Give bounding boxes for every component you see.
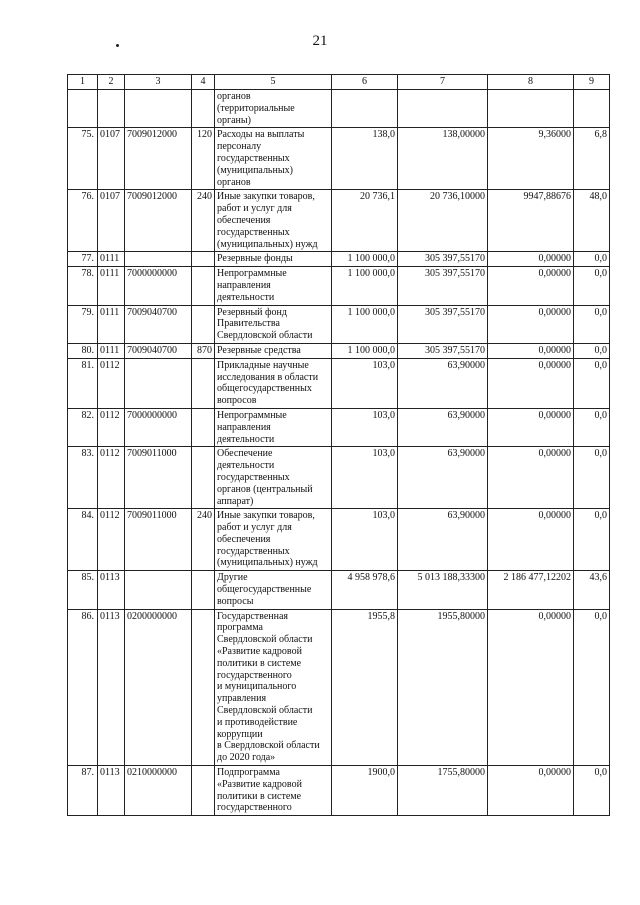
table-row [68, 408, 610, 446]
expense-type-cell: 240 [192, 190, 215, 252]
header-cell: 3 [125, 75, 192, 90]
row-number-cell: 78. [68, 267, 98, 305]
planned-amount-cell: 1900,0 [332, 766, 398, 816]
planned-amount-cell: 20 736,1 [332, 190, 398, 252]
percent-cell [574, 90, 610, 128]
target-article-cell [125, 358, 192, 408]
percent-cell: 6,8 [574, 128, 610, 190]
target-article-cell: 0200000000 [125, 609, 192, 765]
approved-amount-cell: 305 397,55170 [398, 252, 488, 267]
row-number-cell: 77. [68, 252, 98, 267]
table-body [68, 90, 610, 816]
executed-amount-cell: 0,00000 [488, 267, 574, 305]
percent-cell: 0,0 [574, 358, 610, 408]
executed-amount-cell: 0,00000 [488, 447, 574, 509]
name-cell: Государственная программа Свердловской области «Развитие кадровой политики в системе государственного и муниципального управления Свердловской области и противодействие коррупции в Свердловской области до 2020 года» [215, 609, 332, 765]
table-row [68, 90, 610, 128]
planned-amount-cell: 1 100 000,0 [332, 252, 398, 267]
executed-amount-cell: 0,00000 [488, 408, 574, 446]
approved-amount-cell [398, 90, 488, 128]
percent-cell: 0,0 [574, 408, 610, 446]
target-article-cell: 7009011000 [125, 447, 192, 509]
percent-cell: 48,0 [574, 190, 610, 252]
name-cell: Резервный фонд Правительства Свердловской области [215, 305, 332, 343]
section-code-cell: 0111 [98, 267, 125, 305]
expense-type-cell: 870 [192, 343, 215, 358]
name-cell: Обеспечение деятельности государственных органов (центральный аппарат) [215, 447, 332, 509]
approved-amount-cell: 63,90000 [398, 447, 488, 509]
expense-type-cell [192, 571, 215, 609]
executed-amount-cell [488, 90, 574, 128]
executed-amount-cell: 0,00000 [488, 305, 574, 343]
section-code-cell: 0112 [98, 358, 125, 408]
row-number-cell: 86. [68, 609, 98, 765]
planned-amount-cell: 1955,8 [332, 609, 398, 765]
approved-amount-cell: 138,00000 [398, 128, 488, 190]
percent-cell: 0,0 [574, 252, 610, 267]
approved-amount-cell: 5 013 188,33300 [398, 571, 488, 609]
header-cell: 1 [68, 75, 98, 90]
row-number-cell: 79. [68, 305, 98, 343]
table-row [68, 190, 610, 252]
expense-type-cell [192, 766, 215, 816]
expense-type-cell [192, 609, 215, 765]
executed-amount-cell: 0,00000 [488, 609, 574, 765]
percent-cell: 0,0 [574, 343, 610, 358]
section-code-cell [98, 90, 125, 128]
expense-type-cell [192, 408, 215, 446]
section-code-cell: 0112 [98, 509, 125, 571]
approved-amount-cell: 63,90000 [398, 509, 488, 571]
budget-table [67, 74, 610, 816]
target-article-cell: 7009011000 [125, 509, 192, 571]
approved-amount-cell: 63,90000 [398, 408, 488, 446]
section-code-cell: 0113 [98, 609, 125, 765]
section-code-cell: 0112 [98, 408, 125, 446]
header-cell: 8 [488, 75, 574, 90]
scan-speck [116, 44, 119, 47]
executed-amount-cell: 9947,88676 [488, 190, 574, 252]
table-row [68, 305, 610, 343]
expense-type-cell [192, 305, 215, 343]
approved-amount-cell: 305 397,55170 [398, 305, 488, 343]
planned-amount-cell: 4 958 978,6 [332, 571, 398, 609]
target-article-cell: 7000000000 [125, 267, 192, 305]
name-cell: Расходы на выплаты персоналу государственных (муниципальных) органов [215, 128, 332, 190]
percent-cell: 0,0 [574, 267, 610, 305]
percent-cell: 0,0 [574, 766, 610, 816]
planned-amount-cell: 103,0 [332, 358, 398, 408]
table-row [68, 571, 610, 609]
row-number-cell: 82. [68, 408, 98, 446]
header-row [68, 75, 610, 90]
planned-amount-cell: 138,0 [332, 128, 398, 190]
percent-cell: 0,0 [574, 509, 610, 571]
name-cell: Другие общегосударственные вопросы [215, 571, 332, 609]
name-cell: Резервные средства [215, 343, 332, 358]
table-row [68, 267, 610, 305]
header-cell: 4 [192, 75, 215, 90]
section-code-cell: 0111 [98, 252, 125, 267]
planned-amount-cell: 1 100 000,0 [332, 305, 398, 343]
table-row [68, 447, 610, 509]
expense-type-cell [192, 252, 215, 267]
row-number-cell: 76. [68, 190, 98, 252]
percent-cell: 0,0 [574, 447, 610, 509]
name-cell: Прикладные научные исследования в области общегосударственных вопросов [215, 358, 332, 408]
name-cell: Подпрограмма «Развитие кадровой политики в системе государственного [215, 766, 332, 816]
row-number-cell: 83. [68, 447, 98, 509]
approved-amount-cell: 20 736,10000 [398, 190, 488, 252]
table-row [68, 509, 610, 571]
row-number-cell: 85. [68, 571, 98, 609]
table-row [68, 128, 610, 190]
planned-amount-cell: 103,0 [332, 408, 398, 446]
expense-type-cell [192, 90, 215, 128]
page-number: 21 [312, 33, 328, 49]
expense-type-cell [192, 447, 215, 509]
executed-amount-cell: 0,00000 [488, 252, 574, 267]
planned-amount-cell [332, 90, 398, 128]
target-article-cell [125, 252, 192, 267]
approved-amount-cell: 1755,80000 [398, 766, 488, 816]
planned-amount-cell: 103,0 [332, 509, 398, 571]
name-cell: Резервные фонды [215, 252, 332, 267]
row-number-cell: 75. [68, 128, 98, 190]
target-article-cell [125, 571, 192, 609]
row-number-cell: 84. [68, 509, 98, 571]
section-code-cell: 0112 [98, 447, 125, 509]
expense-type-cell [192, 267, 215, 305]
approved-amount-cell: 1955,80000 [398, 609, 488, 765]
header-cell: 6 [332, 75, 398, 90]
approved-amount-cell: 63,90000 [398, 358, 488, 408]
section-code-cell: 0111 [98, 343, 125, 358]
table-row [68, 343, 610, 358]
name-cell: Иные закупки товаров, работ и услуг для обеспечения государственных (муниципальных) нужд [215, 190, 332, 252]
name-cell: органов (территориальные органы) [215, 90, 332, 128]
percent-cell: 43,6 [574, 571, 610, 609]
executed-amount-cell: 0,00000 [488, 358, 574, 408]
target-article-cell: 0210000000 [125, 766, 192, 816]
row-number-cell: 81. [68, 358, 98, 408]
target-article-cell: 7009012000 [125, 190, 192, 252]
target-article-cell [125, 90, 192, 128]
header-cell: 9 [574, 75, 610, 90]
planned-amount-cell: 1 100 000,0 [332, 343, 398, 358]
row-number-cell [68, 90, 98, 128]
executed-amount-cell: 0,00000 [488, 509, 574, 571]
target-article-cell: 7009012000 [125, 128, 192, 190]
expense-type-cell [192, 358, 215, 408]
table-row [68, 609, 610, 765]
table-row [68, 252, 610, 267]
planned-amount-cell: 103,0 [332, 447, 398, 509]
table-row [68, 358, 610, 408]
table-row [68, 766, 610, 816]
approved-amount-cell: 305 397,55170 [398, 343, 488, 358]
executed-amount-cell: 0,00000 [488, 343, 574, 358]
row-number-cell: 87. [68, 766, 98, 816]
planned-amount-cell: 1 100 000,0 [332, 267, 398, 305]
target-article-cell: 7000000000 [125, 408, 192, 446]
section-code-cell: 0113 [98, 766, 125, 816]
name-cell: Непрограммные направления деятельности [215, 408, 332, 446]
row-number-cell: 80. [68, 343, 98, 358]
executed-amount-cell: 2 186 477,12202 [488, 571, 574, 609]
section-code-cell: 0111 [98, 305, 125, 343]
name-cell: Иные закупки товаров, работ и услуг для обеспечения государственных (муниципальных) нужд [215, 509, 332, 571]
expense-type-cell: 120 [192, 128, 215, 190]
header-cell: 7 [398, 75, 488, 90]
section-code-cell: 0113 [98, 571, 125, 609]
executed-amount-cell: 0,00000 [488, 766, 574, 816]
section-code-cell: 0107 [98, 190, 125, 252]
target-article-cell: 7009040700 [125, 343, 192, 358]
section-code-cell: 0107 [98, 128, 125, 190]
header-cell: 5 [215, 75, 332, 90]
percent-cell: 0,0 [574, 305, 610, 343]
percent-cell: 0,0 [574, 609, 610, 765]
header-cell: 2 [98, 75, 125, 90]
target-article-cell: 7009040700 [125, 305, 192, 343]
name-cell: Непрограммные направления деятельности [215, 267, 332, 305]
approved-amount-cell: 305 397,55170 [398, 267, 488, 305]
expense-type-cell: 240 [192, 509, 215, 571]
executed-amount-cell: 9,36000 [488, 128, 574, 190]
